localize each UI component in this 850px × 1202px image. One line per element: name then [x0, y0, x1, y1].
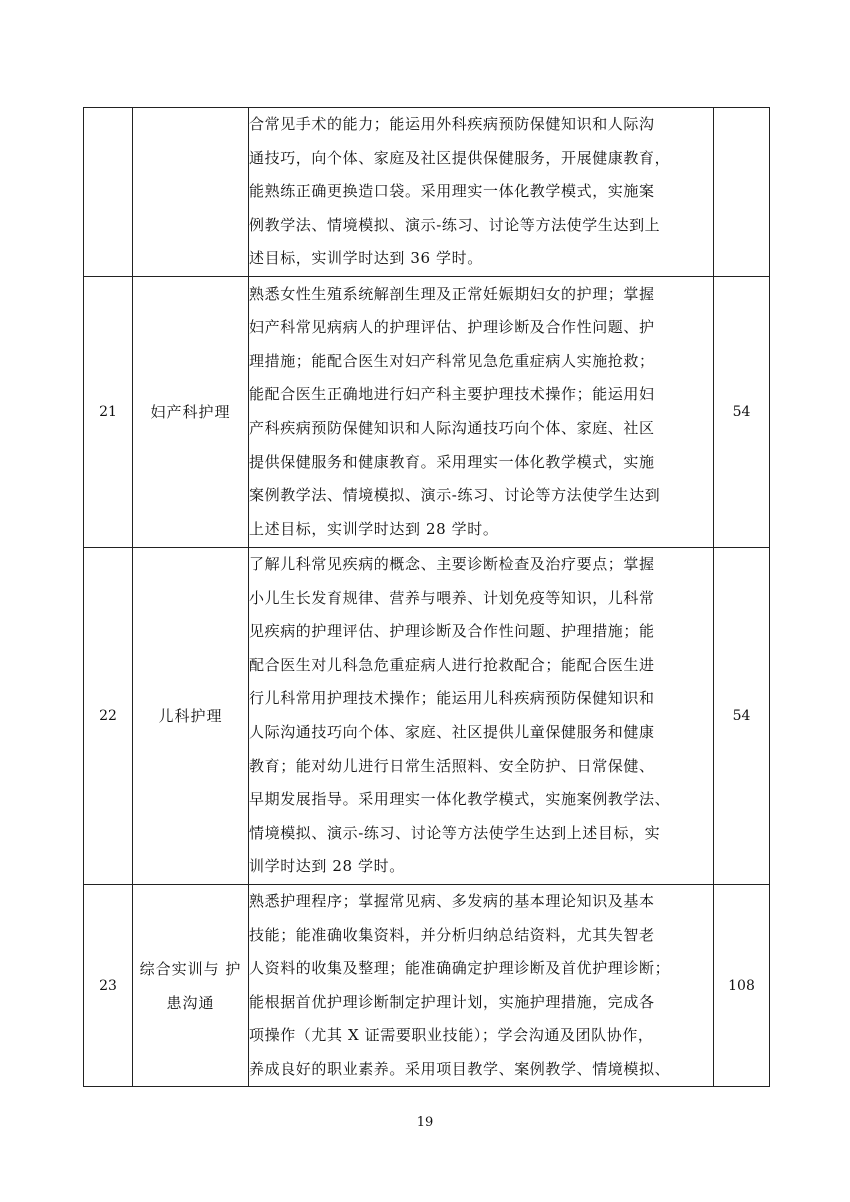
course-description	[249, 108, 714, 277]
course-description	[249, 884, 714, 1087]
description-line: 行儿科常用护理技术操作；能运用儿科疾病预防保健知识和	[249, 689, 655, 708]
course-hours: 54	[714, 547, 770, 884]
description-line: 训学时达到 28 学时。	[249, 857, 405, 876]
course-number: 22	[84, 547, 133, 884]
description-line: 例教学法、情境模拟、演示-练习、讨论等方法使学生达到上	[249, 215, 661, 234]
curriculum-table	[83, 107, 770, 1087]
description-line: 熟悉女性生殖系统解剖生理及正常妊娠期妇女的护理；掌握	[249, 284, 655, 303]
description-line: 情境模拟、演示-练习、讨论等方法使学生达到上述目标，实	[249, 823, 661, 842]
course-name-line: 儿科护理	[158, 706, 223, 725]
course-name-line: 护患沟通	[166, 959, 242, 1012]
description-line: 理措施；能配合医生对妇产科常见急危重症病人实施抢救；	[249, 351, 655, 370]
course-number: 23	[84, 884, 133, 1087]
description-line: 人资料的收集及整理；能准确确定护理诊断及首优护理诊断；	[249, 959, 671, 978]
description-line: 合常见手术的能力；能运用外科疾病预防保健知识和人际沟	[249, 115, 655, 133]
course-name	[133, 547, 249, 884]
description-line: 上述目标，实训学时达到 28 学时。	[249, 519, 499, 538]
description-line: 项操作（尤其 X 证需要职业技能）；学会沟通及团队协作，	[249, 1026, 654, 1045]
table-row	[84, 276, 770, 547]
table-row	[84, 884, 770, 1087]
description-line: 案例教学法、情境模拟、演示-练习、讨论等方法使学生达到	[249, 486, 661, 505]
description-line: 能根据首优护理诊断制定护理计划，实施护理措施，完成各	[249, 992, 655, 1011]
description-line: 见疾病的护理评估、护理诊断及合作性问题、护理措施；能	[249, 622, 655, 641]
course-hours	[714, 108, 770, 277]
course-description	[249, 547, 714, 884]
description-line: 养成良好的职业素养。采用项目教学、案例教学、情境模拟、	[249, 1059, 671, 1078]
course-name-line: 综合实训与	[139, 959, 220, 978]
page-number: 19	[416, 1115, 434, 1130]
course-name	[133, 108, 249, 277]
course-name-line: 妇产科护理	[150, 402, 231, 421]
table-row	[84, 108, 770, 277]
description-line: 产科疾病预防保健知识和人际沟通技巧向个体、家庭、社区	[249, 418, 655, 437]
description-line: 通技巧，向个体、家庭及社区提供保健服务，开展健康教育，	[249, 148, 671, 167]
description-line: 提供保健服务和健康教育。采用理实一体化教学模式，实施	[249, 452, 655, 471]
description-line: 熟悉护理程序；掌握常见病、多发病的基本理论知识及基本	[249, 891, 655, 910]
course-name	[133, 276, 249, 547]
description-line: 技能；能准确收集资料，并分析归纳总结资料，尤其失智老	[249, 925, 655, 944]
course-description	[249, 276, 714, 547]
description-line: 早期发展指导。采用理实一体化教学模式，实施案例教学法、	[249, 790, 671, 809]
description-line: 人际沟通技巧向个体、家庭、社区提供儿童保健服务和健康	[249, 722, 655, 741]
course-hours: 108	[714, 884, 770, 1087]
description-line: 述目标，实训学时达到 36 学时。	[249, 249, 483, 268]
course-number	[84, 108, 133, 277]
course-number: 21	[84, 276, 133, 547]
description-line: 能配合医生正确地进行妇产科主要护理技术操作；能运用妇	[249, 385, 655, 404]
description-line: 配合医生对儿科急危重症病人进行抢救配合；能配合医生进	[249, 655, 655, 674]
description-line: 小儿生长发育规律、营养与喂养、计划免疫等知识，儿科常	[249, 588, 655, 607]
description-line: 能熟练正确更换造口袋。采用理实一体化教学模式，实施案	[249, 182, 655, 201]
description-line: 了解儿科常见疾病的概念、主要诊断检查及治疗要点；掌握	[249, 554, 655, 573]
table-row	[84, 547, 770, 884]
description-line: 妇产科常见病病人的护理评估、护理诊断及合作性问题、护	[249, 318, 655, 337]
course-name	[133, 884, 249, 1087]
course-hours: 54	[714, 276, 770, 547]
description-line: 教育；能对幼儿进行日常生活照料、安全防护、日常保健、	[249, 756, 655, 775]
